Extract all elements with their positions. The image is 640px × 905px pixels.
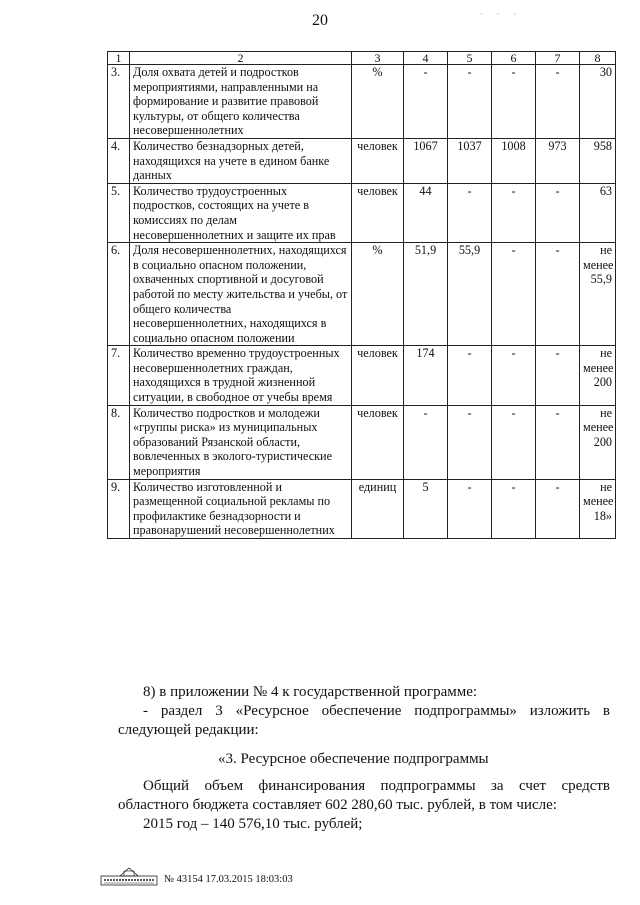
value-col6: - (492, 183, 536, 242)
table-row (108, 479, 616, 538)
value-col4: - (404, 405, 448, 479)
total-funding-line2: областного бюджета составляет 602 280,60 тыс. рублей, в том числе: (118, 797, 557, 813)
document-stamp: № 43154 17.03.2015 18:03:03 (164, 873, 293, 885)
value-col5: - (448, 65, 492, 139)
indicator-name: Количество временно трудоустроенных несовершеннолетних граждан, находящихся в трудной жизненной ситуации, в свободное от учебы время (130, 346, 352, 405)
unit-cell: человек (352, 405, 404, 479)
table-row (108, 65, 616, 139)
column-header: 5 (448, 52, 492, 65)
unit-cell: человек (352, 346, 404, 405)
value-col4: 51,9 (404, 243, 448, 346)
value-col5: 55,9 (448, 243, 492, 346)
table-row (108, 405, 616, 479)
unit-cell: человек (352, 183, 404, 242)
value-col7: - (536, 479, 580, 538)
table-row (108, 183, 616, 242)
indicator-name: Количество безнадзорных детей, находящихся на учете в едином банке данных (130, 138, 352, 183)
table-row (108, 138, 616, 183)
table-row (108, 243, 616, 346)
value-col5: - (448, 405, 492, 479)
row-number: 8. (108, 405, 130, 479)
indicator-name: Количество изготовленной и размещенной социальной рекламы по профилактике безнадзорности и правонарушений несовершеннолетних (130, 479, 352, 538)
value-col5: - (448, 346, 492, 405)
total-funding-line1: Общий объем финансирования подпрограммы за счет средств (143, 778, 610, 794)
page-number: 20 (312, 12, 328, 29)
item-8-text: 8) в приложении № 4 к государственной программе: (143, 684, 478, 700)
unit-cell: человек (352, 138, 404, 183)
section-change-line2: следующей редакции: (118, 722, 259, 738)
value-col8: 30 (580, 65, 616, 139)
value-col7: - (536, 243, 580, 346)
value-col6: - (492, 243, 536, 346)
unit-cell: % (352, 65, 404, 139)
row-number: 4. (108, 138, 130, 183)
value-col8: 63 (580, 183, 616, 242)
value-col4: - (404, 65, 448, 139)
value-col4: 44 (404, 183, 448, 242)
registry-logo-icon (100, 862, 158, 888)
value-col6: - (492, 479, 536, 538)
header-row (108, 52, 616, 65)
indicator-name: Количество подростков и молодежи «группы риска» из муниципальных образований Рязанской области, вовлеченных в эколого-туристические мероприятия (130, 405, 352, 479)
column-header: 3 (352, 52, 404, 65)
value-col4: 1067 (404, 138, 448, 183)
value-col7: - (536, 405, 580, 479)
section-heading: «3. Ресурсное обеспечение подпрограммы (218, 751, 489, 767)
value-col6: 1008 (492, 138, 536, 183)
value-col5: 1037 (448, 138, 492, 183)
scan-artifact: · · · (480, 10, 522, 19)
indicators-table (107, 51, 616, 539)
row-number: 3. (108, 65, 130, 139)
row-number: 5. (108, 183, 130, 242)
unit-cell: % (352, 243, 404, 346)
value-col8: не менее 200 (580, 346, 616, 405)
value-col6: - (492, 346, 536, 405)
value-col7: - (536, 346, 580, 405)
value-col8: не менее 55,9 (580, 243, 616, 346)
value-col8: не менее 200 (580, 405, 616, 479)
value-col6: - (492, 405, 536, 479)
value-col7: 973 (536, 138, 580, 183)
value-col8: 958 (580, 138, 616, 183)
value-col4: 5 (404, 479, 448, 538)
column-header: 2 (130, 52, 352, 65)
value-col5: - (448, 479, 492, 538)
value-col7: - (536, 65, 580, 139)
row-number: 9. (108, 479, 130, 538)
indicator-name: Доля охвата детей и подростков мероприятиями, направленными на формирование и развитие правовой культуры, от общего количества несовершеннолетних (130, 65, 352, 139)
column-header: 4 (404, 52, 448, 65)
indicator-name: Доля несовершеннолетних, находящихся в социально опасном положении, охваченных спортивной и досуговой работой по месту жительства и учебы, от общего количества несовершеннолетних, находящихся в социально опасном положении (130, 243, 352, 346)
footer (100, 862, 293, 888)
column-header: 7 (536, 52, 580, 65)
value-col6: - (492, 65, 536, 139)
value-col5: - (448, 183, 492, 242)
column-header: 6 (492, 52, 536, 65)
table-row (108, 346, 616, 405)
row-number: 7. (108, 346, 130, 405)
row-number: 6. (108, 243, 130, 346)
value-col7: - (536, 183, 580, 242)
column-header: 1 (108, 52, 130, 65)
section-change-line1: - раздел 3 «Ресурсное обеспечение подпрограммы» изложить в (143, 703, 610, 719)
funding-2015: 2015 год – 140 576,10 тыс. рублей; (143, 816, 363, 832)
value-col4: 174 (404, 346, 448, 405)
indicator-name: Количество трудоустроенных подростков, состоящих на учете в комиссиях по делам несовершеннолетних и защите их прав (130, 183, 352, 242)
column-header: 8 (580, 52, 616, 65)
value-col8: не менее 18» (580, 479, 616, 538)
unit-cell: единиц (352, 479, 404, 538)
